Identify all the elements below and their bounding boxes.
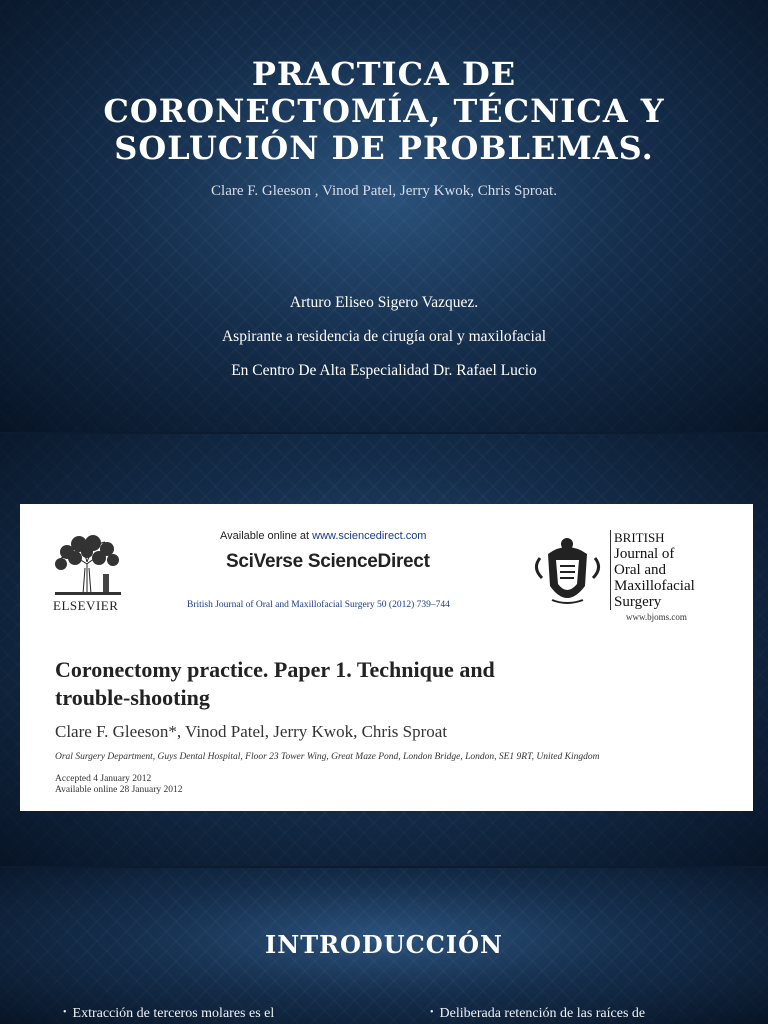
title-line: SOLUCIÓN DE PROBLEMAS. xyxy=(114,129,654,167)
journal-url: www.bjoms.com xyxy=(626,612,687,622)
title-line: PRACTICA DE xyxy=(251,55,517,93)
presenter-name: Arturo Eliseo Sigero Vazquez. xyxy=(289,294,479,311)
intro-slide xyxy=(0,868,768,1024)
presenter-institution: En Centro De Alta Especialidad Dr. Rafael Lucio xyxy=(231,362,537,379)
paper-header-image xyxy=(20,504,753,811)
bullet-dot-icon: • xyxy=(430,1007,434,1018)
available-online-line xyxy=(220,530,426,542)
bullet-right xyxy=(430,1006,645,1022)
paper-affiliation: Oral Surgery Department, Guys Dental Hospital, Floor 23 Tower Wing, Great Maze Pond, London Bridge, London, SE1 9RT, United Kingdom xyxy=(55,752,600,762)
paper-authors: Clare F. Gleeson*, Vinod Patel, Jerry Kwok, Chris Sproat xyxy=(55,722,448,741)
paper-title xyxy=(55,656,615,712)
journal-name-line: BRITISH xyxy=(614,530,665,545)
bullet-text: Deliberada retención de las raíces de xyxy=(439,1006,646,1021)
paper-title-line: Coronectomy practice. Paper 1. Technique and xyxy=(55,657,495,682)
journal-name-line: Surgery xyxy=(614,594,662,610)
available-date: Available online 28 January 2012 xyxy=(55,785,183,795)
presenter-info xyxy=(0,286,768,388)
elsevier-tree-logo-icon xyxy=(53,534,123,596)
presenter-role: Aspirante a residencia de cirugía oral y maxilofacial xyxy=(221,328,547,345)
sciverse-logo-text: SciVerse ScienceDirect xyxy=(226,551,430,572)
intro-heading: INTRODUCCIÓN xyxy=(265,930,503,959)
paper-slide xyxy=(0,434,768,866)
bullet-left xyxy=(63,1006,274,1022)
title-slide xyxy=(0,0,768,432)
sciencedirect-url: www.sciencedirect.com xyxy=(312,530,427,542)
journal-name-block xyxy=(610,530,695,610)
journal-name-line: Maxillofacial xyxy=(614,578,695,594)
accepted-date: Accepted 4 January 2012 xyxy=(55,774,152,784)
slide-title xyxy=(0,56,768,167)
title-line: CORONECTOMÍA, TÉCNICA Y xyxy=(103,92,665,130)
bullet-dot-icon: • xyxy=(63,1007,67,1018)
publisher-name: ELSEVIER xyxy=(53,598,119,613)
journal-reference: British Journal of Oral and Maxillofacial Surgery 50 (2012) 739–744 xyxy=(187,600,450,610)
journal-name-line: Journal of xyxy=(614,546,675,562)
available-prefix: Available online at xyxy=(220,530,313,542)
paper-dates xyxy=(55,774,183,796)
slide-authors: Clare F. Gleeson , Vinod Patel, Jerry Kwok, Chris Sproat. xyxy=(211,183,557,199)
paper-title-line: trouble-shooting xyxy=(55,685,210,710)
bullet-text: Extracción de terceros molares es el xyxy=(72,1006,275,1021)
journal-crest-icon xyxy=(530,534,605,612)
journal-name-line: Oral and xyxy=(614,562,667,578)
